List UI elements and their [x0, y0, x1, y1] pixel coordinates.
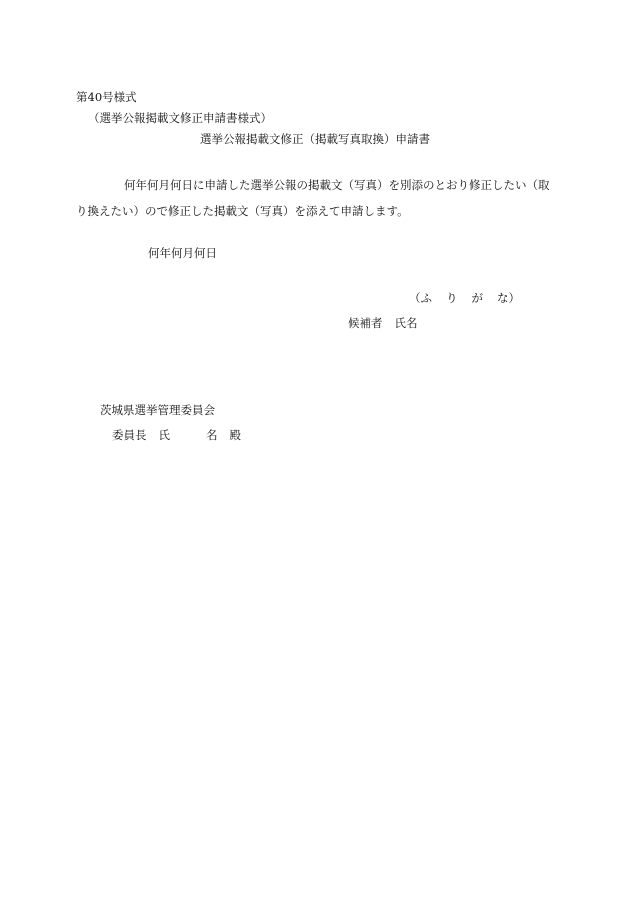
body-text-line-2: り換えたい）ので修正した掲載文（写真）を添えて申請します。	[76, 204, 409, 218]
furigana-open: （ふ	[409, 291, 432, 305]
candidate-label: 候補者	[348, 316, 383, 330]
form-subtitle: （選挙公報掲載文修正申請書様式）	[88, 111, 272, 125]
form-number: 第40号様式	[76, 90, 137, 104]
name-label: 氏名	[394, 316, 418, 330]
furigana-ri: り	[446, 291, 458, 305]
furigana-ga: が	[471, 291, 483, 305]
furigana-close: な）	[497, 291, 520, 305]
addressee-person	[112, 428, 241, 442]
addressee-title: 委員長	[112, 428, 147, 442]
addressee-honorific: 殿	[229, 428, 241, 442]
addressee-name-shi: 氏	[158, 428, 170, 442]
application-date: 何年何月何日	[148, 246, 217, 260]
furigana-label	[409, 291, 520, 305]
document-title: 選挙公報掲載文修正（掲載写真取換）申請書	[200, 132, 430, 146]
addressee-name-mei: 名	[206, 428, 218, 442]
candidate-name-label	[348, 316, 418, 330]
body-text-line-1: 何年何月何日に申請した選挙公報の掲載文（写真）を別添のとおり修正したい（取	[124, 178, 550, 192]
addressee-organization: 茨城県選挙管理委員会	[100, 403, 215, 417]
